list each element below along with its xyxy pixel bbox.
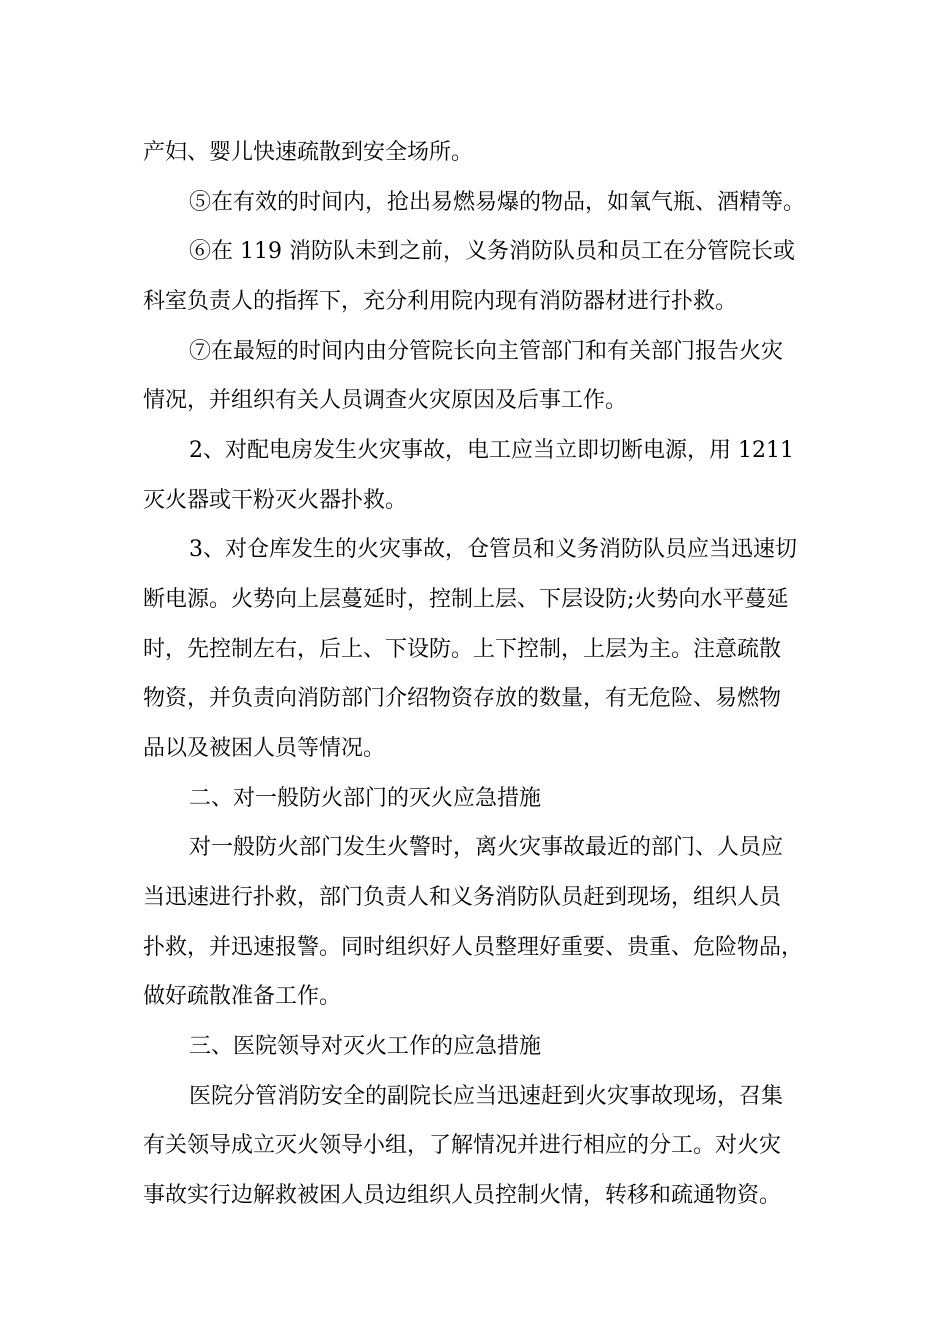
text-line: 做好疏散准备工作。 (143, 984, 342, 1009)
text-line: 扑救，并迅速报警。同时组织好人员整理好重要、贵重、危险物品， (143, 935, 804, 960)
text-line: 物资，并负责向消防部门介绍物资存放的数量，有无危险、易燃物 (143, 686, 782, 711)
text-line: 对一般防火部门发生火警时，离火灾事故最近的部门、人员应 (189, 835, 784, 860)
text-line: 科室负责人的指挥下，充分利用院内现有消防器材进行扑救。 (143, 289, 738, 314)
text-line: 品以及被困人员等情况。 (143, 736, 386, 761)
text-line: 灭火器或干粉灭火器扑救。 (143, 488, 408, 513)
text-line: ⑤在有效的时间内，抢出易燃易爆的物品，如氧气瓶、酒精等。 (189, 190, 806, 215)
text-line: 3、对仓库发生的火灾事故，仓管员和义务消防队员应当迅速切 (189, 537, 797, 562)
text-line: 情况，并组织有关人员调查火灾原因及后事工作。 (143, 388, 628, 413)
text-line: ⑦在最短的时间内由分管院长向主管部门和有关部门报告火灾 (189, 339, 784, 364)
text-line: 时，先控制左右，后上、下设防。上下控制，上层为主。注意疏散 (143, 637, 782, 662)
text-line: 有关领导成立灭火领导小组，了解情况并进行相应的分工。对火灾 (143, 1133, 782, 1158)
text-line: 产妇、婴儿快速疏散到安全场所。 (143, 140, 474, 165)
section-heading: 三、医院领导对灭火工作的应急措施 (189, 1034, 542, 1059)
text-line: 当迅速进行扑救，部门负责人和义务消防队员赶到现场，组织人员 (143, 885, 782, 910)
text-line: 医院分管消防安全的副院长应当迅速赶到火灾事故现场，召集 (189, 1084, 784, 1109)
text-line: ⑥在 119 消防队未到之前，义务消防队员和员工在分管院长或 (189, 239, 795, 264)
section-heading: 二、对一般防火部门的灭火应急措施 (189, 786, 542, 811)
text-line: 断电源。火势向上层蔓延时，控制上层、下层设防;火势向水平蔓延 (143, 587, 789, 612)
text-line: 事故实行边解救被困人员边组织人员控制火情，转移和疏通物资。 (143, 1183, 782, 1208)
text-line: 2、对配电房发生火灾事故，电工应当立即切断电源，用 1211 (189, 438, 794, 463)
